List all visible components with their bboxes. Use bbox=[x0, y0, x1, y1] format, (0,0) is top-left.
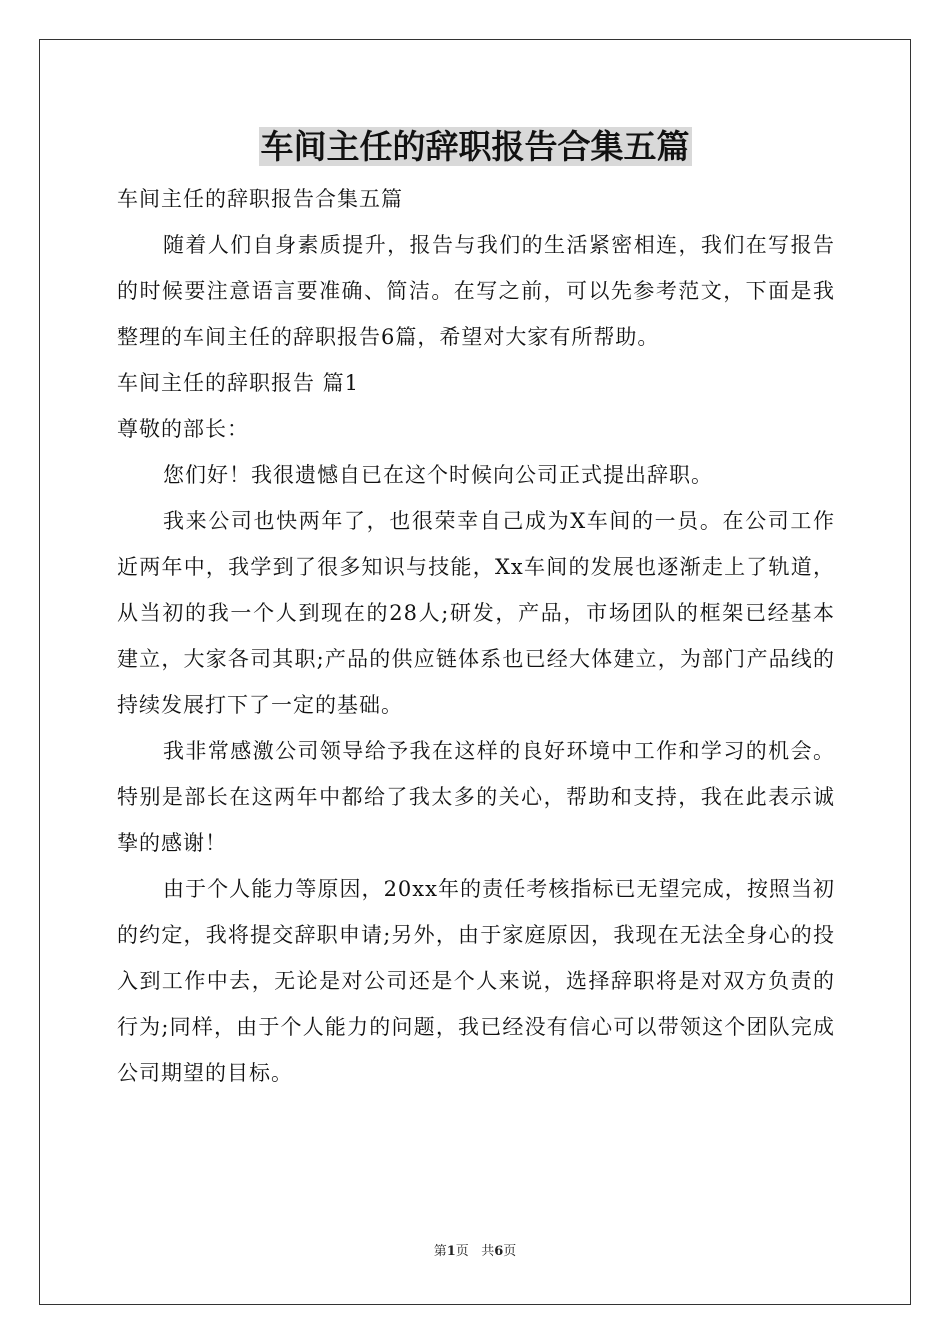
page-number-suffix: 页 bbox=[455, 1244, 469, 1259]
document-subtitle: 车间主任的辞职报告合集五篇 bbox=[117, 187, 403, 211]
document-title-text: 车间主任的辞职报告合集五篇 bbox=[260, 127, 690, 166]
document-title bbox=[0, 122, 950, 172]
document-body bbox=[117, 176, 835, 1096]
total-pages-suffix: 页 bbox=[503, 1244, 517, 1259]
salutation: 尊敬的部长： bbox=[117, 417, 249, 441]
body-paragraph-3: 我非常感激公司领导给予我在这样的良好环境中工作和学习的机会。特别是部长在这两年中都给了我太多的关心，帮助和支持，我在此表示诚挚的感谢！ bbox=[117, 739, 835, 855]
total-pages-prefix: 共 bbox=[481, 1244, 495, 1259]
body-paragraph-4: 由于个人能力等原因，20xx年的责任考核指标已无望完成，按照当初的约定，我将提交辞职申请;另外，由于家庭原因，我现在无法全身心的投入到工作中去，无论是对公司还是个人来说，选择辞职将是对双方负责的行为;同样，由于个人能力的问题，我已经没有信心可以带领这个团队完成公司期望的目标。 bbox=[117, 877, 835, 1085]
page-footer bbox=[0, 1240, 950, 1259]
body-paragraph-2: 我来公司也快两年了，也很荣幸自己成为X车间的一员。在公司工作近两年中，我学到了很多知识与技能，Xx车间的发展也逐渐走上了轨道，从当初的我一个人到现在的28人;研发，产品，市场团队的框架已经基本建立，大家各司其职;产品的供应链体系也已经大体建立，为部门产品线的持续发展打下了一定的基础。 bbox=[117, 509, 835, 717]
intro-paragraph: 随着人们自身素质提升，报告与我们的生活紧密相连，我们在写报告的时候要注意语言要准确、简洁。在写之前，可以先参考范文，下面是我整理的车间主任的辞职报告6篇，希望对大家有所帮助。 bbox=[117, 233, 835, 349]
page-number: 1 bbox=[446, 1244, 456, 1259]
page-number-prefix: 第 bbox=[433, 1244, 447, 1259]
total-pages: 6 bbox=[494, 1244, 504, 1259]
section-heading: 车间主任的辞职报告 篇1 bbox=[117, 371, 360, 395]
body-paragraph-1: 您们好！我很遗憾自已在这个时候向公司正式提出辞职。 bbox=[163, 463, 713, 487]
